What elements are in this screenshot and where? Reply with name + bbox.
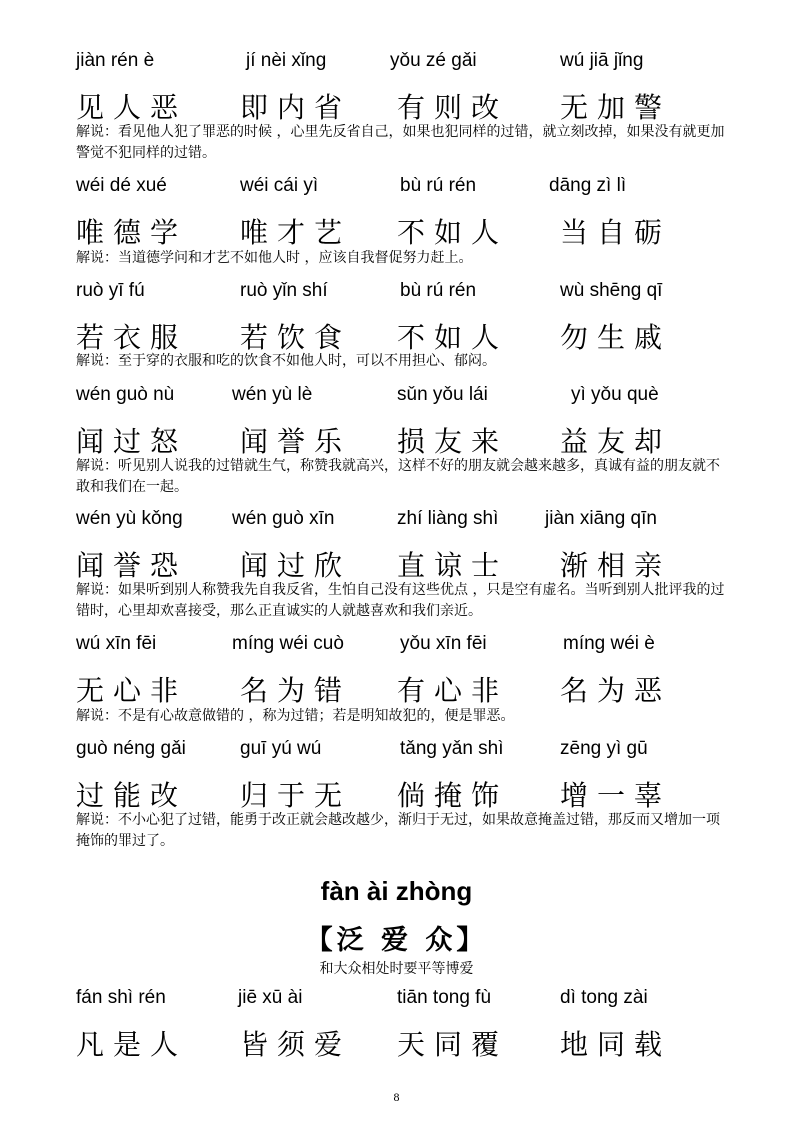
pinyin-group: jiàn rén è [76, 50, 155, 71]
hanzi-group: 唯才艺 [240, 216, 352, 249]
hanzi-row [0, 544, 793, 582]
pinyin-group: fán shì rén [76, 987, 166, 1008]
hanzi-group: 无加警 [560, 91, 672, 124]
pinyin-group: wén guò nù [76, 384, 175, 405]
explanation: 解说：如果听到别人称赞我先自我反省，生怕自己没有这些优点 ，只是空有虚名。当听到别人批评我的过错时，心里却欢喜接受，那么正直诚实的人就越喜欢和我们亲近。 [76, 582, 725, 619]
hanzi-row [0, 86, 793, 124]
pinyin-row [0, 50, 793, 80]
pinyin-group: jiàn xiāng qīn [545, 508, 657, 529]
pinyin-group: wén yù kǒng [76, 508, 183, 529]
hanzi-group: 益友却 [560, 425, 672, 458]
pinyin-row [0, 633, 793, 663]
hanzi-group: 过能改 [76, 779, 188, 812]
pinyin-group: guī yú wú [240, 738, 322, 759]
hanzi-group: 名为错 [240, 674, 352, 707]
section-subtitle: 和大众相处时要平等博爱 [319, 961, 474, 977]
hanzi-group: 名为恶 [560, 674, 672, 707]
page-number: 8 [393, 1090, 400, 1104]
explanation: 解说：不是有心故意做错的 ，称为过错；若是明知故犯的，便是罪恶。 [76, 708, 515, 724]
explanation: 解说：不小心犯了过错，能勇于改正就会越改越少，渐归于无过，如果故意掩盖过错，那反而又增加一项掩饰的罪过了。 [76, 812, 720, 849]
hanzi-group: 直谅士 [397, 549, 509, 582]
pinyin-row [0, 738, 793, 768]
hanzi-group: 唯德学 [76, 216, 188, 249]
hanzi-group: 归于无 [240, 779, 352, 812]
hanzi-group: 即内省 [240, 91, 352, 124]
pinyin-group: tiān tong fù [397, 987, 492, 1008]
pinyin-group: zēng yì gū [560, 738, 648, 759]
hanzi-group: 倘掩饰 [397, 779, 509, 812]
hanzi-group: 不如人 [397, 216, 509, 249]
pinyin-group: wéi cái yì [240, 175, 319, 196]
explanation: 解说：看见他人犯了罪恶的时候 ，心里先反省自己，如果也犯同样的过错，就立刻改掉，如果没有就更加警觉不犯同样的过错。 [76, 124, 725, 161]
pinyin-group: ruò yǐn shí [240, 280, 328, 301]
pinyin-group: yǒu zé gǎi [390, 50, 477, 71]
pinyin-row [0, 508, 793, 538]
pinyin-group: yì yǒu què [571, 384, 659, 405]
hanzi-group: 有则改 [397, 91, 509, 124]
hanzi-group: 当自砺 [560, 216, 672, 249]
pinyin-group: yǒu xīn fēi [400, 633, 487, 654]
hanzi-row [0, 316, 793, 354]
pinyin-group: míng wéi cuò [232, 633, 344, 654]
pinyin-group: wén guò xīn [232, 508, 335, 529]
hanzi-group: 凡是人 [76, 1028, 188, 1061]
pinyin-group: ruò yī fú [76, 280, 145, 301]
pinyin-group: míng wéi è [563, 633, 655, 654]
hanzi-group: 闻过欣 [240, 549, 352, 582]
hanzi-group: 增一辜 [560, 779, 672, 812]
pinyin-group: guò néng gǎi [76, 738, 186, 759]
pinyin-group: dì tong zài [560, 987, 648, 1008]
section-title: 【泛 爱 众】 [305, 925, 488, 956]
hanzi-group: 损友来 [397, 425, 509, 458]
hanzi-group: 无心非 [76, 674, 188, 707]
pinyin-group: sǔn yǒu lái [397, 384, 488, 405]
explanation: 解说：听见别人说我的过错就生气，称赞我就高兴，这样不好的朋友就会越来越多，真诚有益的朋友就不敢和我们在一起。 [76, 458, 720, 495]
hanzi-group: 若衣服 [76, 321, 188, 354]
hanzi-group: 不如人 [397, 321, 509, 354]
hanzi-group: 闻誉乐 [240, 425, 352, 458]
pinyin-group: wú jiā jǐng [560, 50, 644, 71]
hanzi-row [0, 211, 793, 249]
pinyin-group: wú xīn fēi [76, 633, 157, 654]
hanzi-group: 渐相亲 [560, 549, 672, 582]
pinyin-group: wéi dé xué [76, 175, 167, 196]
pinyin-group: bù rú rén [400, 175, 477, 196]
hanzi-group: 勿生戚 [560, 321, 672, 354]
hanzi-group: 地同载 [560, 1028, 672, 1061]
hanzi-row [0, 774, 793, 812]
hanzi-group: 天同覆 [397, 1028, 509, 1061]
pinyin-group: wù shēng qī [560, 280, 663, 301]
pinyin-row [0, 280, 793, 310]
pinyin-group: zhí liàng shì [397, 508, 499, 529]
hanzi-group: 皆须爱 [240, 1028, 352, 1061]
hanzi-group: 闻誉恐 [76, 549, 188, 582]
pinyin-row [0, 384, 793, 414]
explanation: 解说：当道德学问和才艺不如他人时 ，应该自我督促努力赶上。 [76, 250, 473, 266]
pinyin-row [0, 175, 793, 205]
pinyin-row [0, 987, 793, 1017]
hanzi-group: 闻过怒 [76, 425, 188, 458]
pinyin-group: bù rú rén [400, 280, 477, 301]
hanzi-group: 若饮食 [240, 321, 352, 354]
pinyin-group: dāng zì lì [549, 175, 627, 196]
pinyin-group: jiē xū ài [238, 987, 303, 1008]
pinyin-group: tǎng yǎn shì [400, 738, 504, 759]
hanzi-row [0, 420, 793, 458]
section-pinyin: fàn ài zhòng [320, 876, 473, 906]
hanzi-group: 有心非 [397, 674, 509, 707]
pinyin-group: jí nèi xǐng [246, 50, 327, 71]
hanzi-row [0, 669, 793, 707]
explanation: 解说：至于穿的衣服和吃的饮食不如他人时，可以不用担心、郁闷。 [76, 353, 496, 369]
hanzi-row [0, 1023, 793, 1061]
hanzi-group: 见人恶 [76, 91, 188, 124]
pinyin-group: wén yù lè [232, 384, 313, 405]
